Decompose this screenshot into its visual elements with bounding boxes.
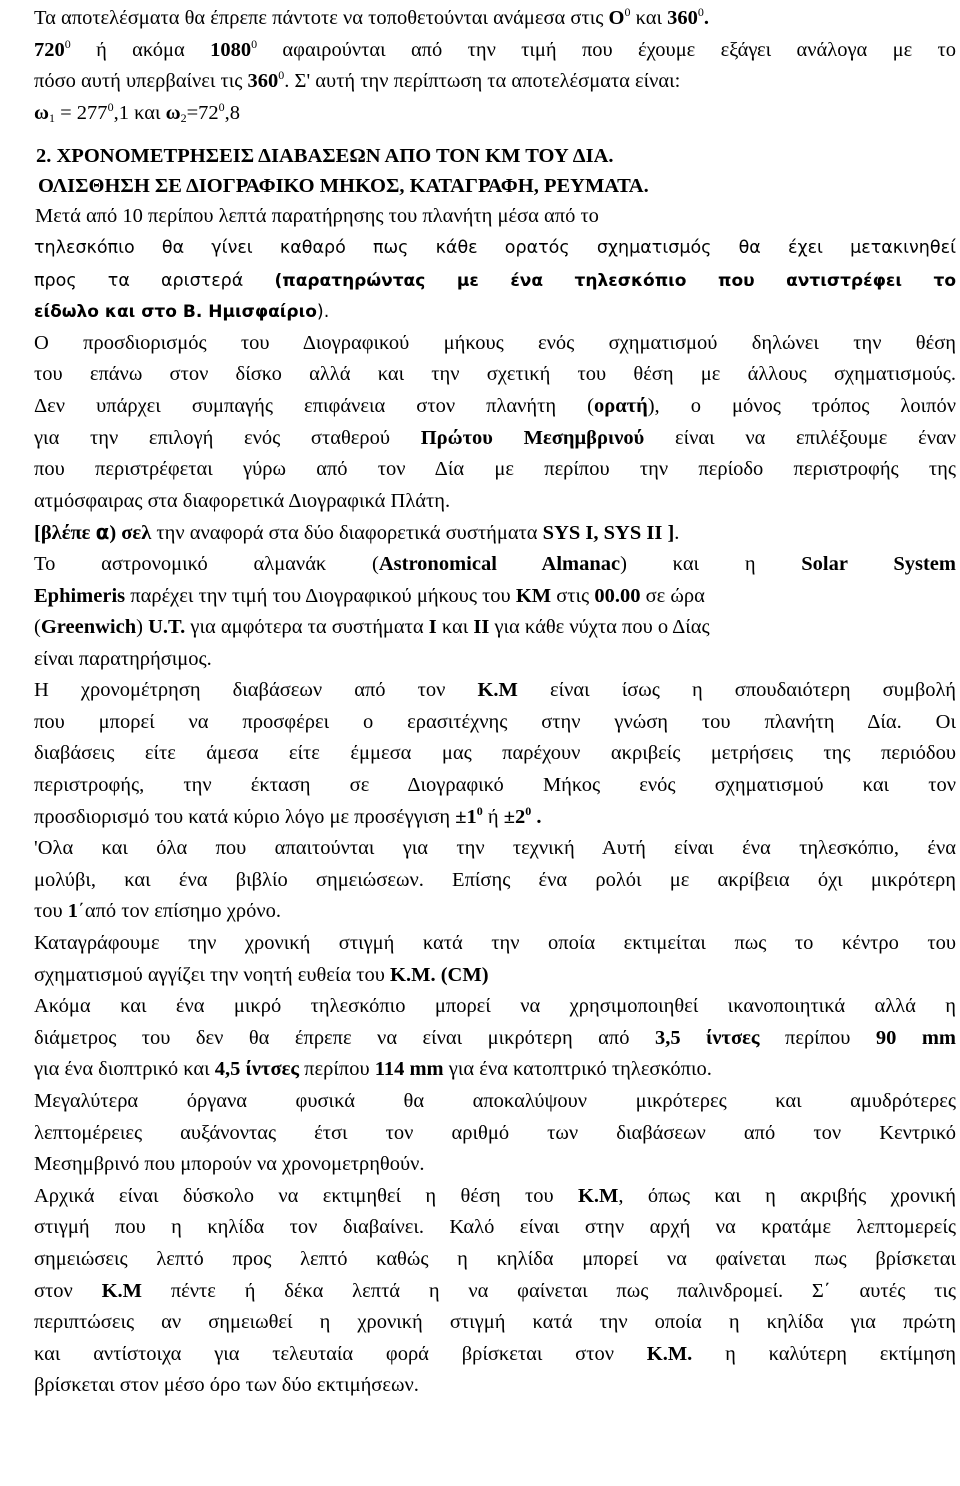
text-bold: Ephimeris [34, 584, 126, 607]
text: είναι ίσως η σπουδαιότερη συμβολή [517, 679, 956, 702]
text: ) [136, 616, 149, 639]
spacer [34, 129, 956, 141]
text: ) και η [620, 552, 802, 575]
superscript: 0 [624, 5, 631, 19]
text-bold: . [531, 805, 542, 828]
text-line: σημειώσεις λεπτό προς λεπτό καθώς η κηλίδα μπορεί να φαίνεται πως βρίσκεται [34, 1247, 956, 1270]
text: και αντίστοιχα για τελευταία φορά βρίσκεται στον [34, 1342, 647, 1365]
text: ( [34, 616, 41, 639]
text-line: Μεγαλύτερα όργανα φυσικά θα αποκαλύψουν μικρότερες και αμυδρότερες [34, 1090, 956, 1112]
text: και [630, 7, 668, 29]
text-bold: 4,5 ίντσες [214, 1058, 300, 1081]
text: σε ώρα [640, 584, 705, 607]
text-line [34, 1054, 956, 1086]
text-bold: α [95, 520, 110, 545]
text: για ένα διοπτρικό και [34, 1058, 215, 1081]
text: στον [34, 1279, 102, 1302]
text-bold: (παρατηρώντας με ένα τηλεσκόπιο που αντιστρέφει το [274, 270, 956, 291]
text-line: τηλεσκόπιο θα γίνει καθαρό πως κάθε ορατός σχηματισμός θα έχει μετακινηθεί [34, 237, 956, 258]
text: διάμετρος του δεν θα έπρεπε να είναι μικρότερη από [34, 1026, 655, 1049]
text-bold: 3,5 ίντσες [654, 1026, 760, 1049]
text-bold: 90 mm [875, 1026, 956, 1049]
text-line [34, 98, 956, 130]
text-bold: SYS I, SYS II ] [542, 522, 675, 545]
text: του [34, 900, 68, 923]
text-line: που περιστρέφεται γύρω από τον Δία με περίπου την περίοδο περιστροφής της [34, 458, 956, 481]
text: πέντε ή δέκα λεπτά η να φαίνεται πως παλινδρομεί. Σ΄ αυτές τις [142, 1279, 956, 1302]
superscript: 0 [278, 68, 285, 83]
text-bold: . [703, 7, 709, 29]
text-bold: ±2 [503, 805, 526, 828]
paragraph [34, 1181, 956, 1402]
intro-paragraph [34, 3, 956, 129]
text-bold: Πρώτου Μεσημβρινού [420, 426, 645, 449]
text-bold: 1080 [210, 38, 252, 61]
text-line: βρίσκεται στον μέσο όρο των δύο εκτιμήσεων. [34, 1374, 419, 1397]
text-bold: ±1 [455, 805, 477, 828]
text-line [34, 802, 956, 834]
text-bold: ορατή [593, 394, 648, 417]
text-line [34, 612, 956, 644]
paragraph [34, 549, 956, 675]
text-bold: ω [165, 101, 181, 124]
text-line [34, 391, 956, 423]
text: =72 [186, 101, 219, 124]
subscript: 1 [49, 110, 55, 125]
text-line: Καταγράφουμε την χρονική στιγμή κατά την οποία εκτιμείται πως το κέντρο του [34, 932, 956, 955]
heading-line: ΟΛΙΣΘΗΣΗ ΣΕ ΔΙΟΓΡΑΦΙΚΟ ΜΗΚΟΣ, ΚΑΤΑΓΡΑΦΗ, ΡΕΥΜΑΤΑ. [38, 175, 649, 198]
superscript: 0 [107, 99, 114, 114]
text-line: μολύβι, και ένα βιβλίο σημειώσεων. Επίσης ένα ρολόι με ακρίβεια όχι μικρότερη [34, 868, 956, 891]
text-bold: Astronomical Almanac [378, 552, 621, 575]
text-line [34, 549, 956, 581]
text-bold: Ι [428, 616, 437, 639]
text-bold: Κ.Μ. (CM) [390, 963, 489, 986]
superscript: 0 [476, 803, 483, 818]
text-bold: ) σελ [109, 522, 152, 545]
text: ), ο μόνος τρόπος λοιπόν [647, 394, 956, 417]
text-bold: Κ.Μ [101, 1279, 143, 1302]
section-heading [34, 141, 956, 201]
text-line: Ακόμα και ένα μικρό τηλεσκόπιο μπορεί να χρησιμοποιηθεί ικανοποιητικά αλλά η [34, 995, 956, 1018]
text-line: είναι παρατηρήσιμος. [34, 647, 212, 670]
text-line [34, 517, 956, 549]
text: . [674, 522, 680, 545]
text-line [34, 675, 956, 707]
text: για ένα κατοπτρικό τηλεσκόπιο. [443, 1058, 712, 1081]
text: Αρχικά είναι δύσκολο να εκτιμηθεί η θέση του [34, 1184, 578, 1207]
text-line: στιγμή που η κηλίδα τον διαβαίνει. Καλό είναι στην αρχή να κρατάμε λεπτομερείς [34, 1216, 956, 1239]
text: Δεν υπάρχει συμπαγής επιφάνεια στον πλανήτη ( [34, 394, 594, 417]
text-line: λεπτομέρειες αυξάνοντας έτσι τον αριθμό των διαβάσεων από τον Κεντρικό [34, 1121, 956, 1144]
paragraph [34, 928, 956, 991]
heading-line: 2. ΧΡΟΝΟΜΕΤΡΗΣΕΙΣ ΔΙΑΒΑΣΕΩΝ ΑΠΟ ΤΟΝ ΚΜ ΤΟΥ ΔΙΑ. [36, 145, 614, 168]
text: προς τα αριστερά [34, 270, 275, 291]
text-bold: U.T. [148, 616, 186, 639]
text-bold: Ο [608, 7, 625, 29]
text: για αμφότερα τα συστήματα [185, 616, 429, 639]
paragraph [34, 201, 956, 327]
text-bold: είδωλο και στο Β. Ημισφαίριο [34, 302, 317, 323]
text-line [34, 960, 956, 992]
text: , όπως και η ακριβής χρονική [618, 1184, 957, 1207]
text: παρέχει την τιμή του Διογραφικού μήκους του [125, 584, 516, 607]
superscript: 0 [251, 36, 258, 51]
text-bold: 1 [67, 900, 79, 923]
text: την αναφορά στα δύο διαφορετικά συστήματα [151, 522, 543, 545]
text-line [34, 1023, 956, 1055]
text-line [34, 1339, 956, 1371]
text-line: Μεσημβρινό που μπορούν να χρονομετρηθούν. [34, 1153, 425, 1176]
text: στις [551, 584, 595, 607]
text-line: που μπορεί να προσφέρει ο ερασιτέχνης στην γνώση του πλανήτη Δία. Οι [34, 710, 956, 733]
subscript: 2 [180, 110, 187, 125]
paragraph [34, 391, 956, 517]
text: σχηματισμού αγγίζει την νοητή ευθεία του [34, 963, 391, 986]
text: αφαιρούνται από την τιμή που έχουμε εξάγει ανάλογα με το [257, 38, 956, 61]
text: και [128, 101, 166, 124]
text: ή ακόμα [70, 38, 211, 61]
text: περίπου [299, 1058, 375, 1081]
text-bold: ω [34, 101, 49, 124]
text-line: Μετά από 10 περίπου λεπτά παρατήρησης του πλανήτη μέσα από το [35, 205, 599, 228]
text-line [34, 66, 956, 98]
text-bold: 720 [34, 38, 65, 61]
text: ΄από τον επίσημο χρόνο. [78, 900, 282, 923]
text-bold: Greenwich [40, 616, 137, 639]
text: ). [316, 302, 330, 323]
text-bold: ΙΙ [473, 616, 490, 639]
superscript: 0 [525, 803, 532, 818]
text: για κάθε νύχτα που ο Δίας [489, 616, 710, 639]
text: και [436, 616, 474, 639]
text-bold: ΚΜ [515, 584, 552, 607]
text-bold: 360 [667, 7, 698, 29]
text-line: ατμόσφαιρας στα διαφορετικά Διογραφικά Πλάτη. [34, 489, 451, 512]
text: πόσο αυτή υπερβαίνει τις [34, 70, 248, 93]
text-line [34, 581, 956, 613]
text-line [34, 896, 956, 928]
paragraph [34, 991, 956, 1086]
paragraph [34, 675, 956, 833]
text-bold: Κ.Μ [477, 679, 518, 702]
text: ,8 [224, 101, 241, 124]
text: Τα αποτελέσματα θα έπρεπε πάντοτε να τοποθετούνται ανάμεσα στις [34, 7, 609, 29]
text-line [34, 35, 956, 67]
document-page [34, 0, 956, 1402]
text: περίπου [759, 1026, 876, 1049]
text-line: Ο προσδιορισμός του Διογραφικού μήκους ενός σχηματισμού δηλώνει την θέση [34, 331, 956, 354]
text-bold: 360 [247, 70, 279, 93]
text-bold: [βλέπε [34, 522, 96, 545]
superscript: 0 [697, 5, 704, 19]
paragraph [34, 1086, 956, 1181]
text-bold: 00.00 [594, 584, 641, 607]
text-line [34, 423, 956, 455]
text-line [34, 3, 956, 35]
text: . Σ' αυτή την περίπτωση τα αποτελέσματα είναι: [284, 70, 681, 93]
paragraph [34, 328, 956, 391]
text: Η χρονομέτρηση διαβάσεων από τον [34, 679, 478, 702]
text-line: 'Ολα και όλα που απαιτούνται για την τεχνική Αυτή είναι ένα τηλεσκόπιο, ένα [34, 837, 956, 860]
text: για την επιλογή ενός σταθερού [34, 426, 421, 449]
superscript: 0 [218, 99, 225, 114]
text-bold: Κ.Μ. [646, 1342, 693, 1365]
superscript: 0 [64, 36, 71, 51]
text: προσδιορισμό του κατά κύριο λόγο με προσέγγιση [34, 805, 456, 828]
text: ,1 [113, 101, 129, 124]
paragraph [34, 833, 956, 928]
text: Το αστρονομικό αλμανάκ ( [34, 552, 379, 575]
text-bold: 114 mm [374, 1058, 444, 1081]
text-line: διαβάσεις είτε άμεσα είτε έμμεσα μας παρέχουν ακριβείς μετρήσεις της περιόδου [34, 742, 956, 765]
text-bold: Κ.Μ [577, 1184, 619, 1207]
text-line: του επάνω στον δίσκο αλλά και την σχετική του θέση με άλλους σχηματισμούς. [34, 363, 956, 386]
text-line: περιστροφής, την έκταση σε Διογραφικό Μήκος ενός σχηματισμού και τον [34, 774, 956, 797]
text-line [34, 1181, 956, 1213]
text: ή [482, 805, 504, 828]
text-bold: Solar System [801, 552, 956, 575]
text-line: περιπτώσεις αν σημειωθεί η χρονική στιγμή κατά την οποία η κηλίδα για πρώτη [34, 1311, 956, 1334]
text-line [34, 296, 956, 328]
text: είναι να επιλέξουμε έναν [644, 426, 956, 449]
text-line [34, 265, 956, 297]
text: = 277 [55, 101, 108, 124]
text-line [34, 1276, 956, 1308]
text: η καλύτερη εκτίμηση [692, 1342, 956, 1365]
